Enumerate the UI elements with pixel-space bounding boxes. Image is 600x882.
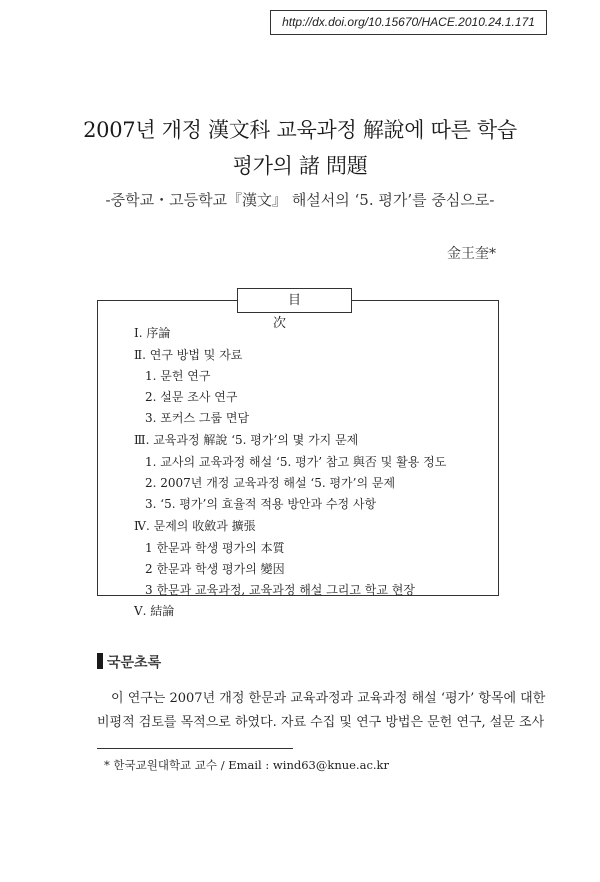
toc-header: 目 次 [237, 288, 352, 313]
doi-box: http://dx.doi.org/10.15670/HACE.2010.24.1.171 [270, 10, 547, 35]
abstract-text-line1: 이 연구는 2007년 개정 한문과 교육과정과 교육과정 해설 ‘평가’ 항목에 대한 [111, 691, 546, 706]
paper-subtitle: -중학교・고등학교『漢文』 해설서의 ‘5. 평가’를 중심으로- [105, 191, 495, 209]
footnote-divider [97, 748, 293, 749]
toc-item: Ⅱ. 연구 방법 및 자료 [134, 348, 243, 362]
toc-item: 1 한문과 학생 평가의 本質 [145, 541, 285, 555]
paper-title-line1: 2007년 개정 漢文科 교육과정 解說에 따른 학습 [83, 118, 517, 142]
toc-item: 3. 포커스 그룹 면담 [145, 411, 250, 425]
toc-item: 2. 2007년 개정 교육과정 해설 ‘5. 평가’의 문제 [145, 476, 396, 490]
heading-bar-marker [97, 653, 103, 669]
toc-item: 3 한문과 교육과정, 교육과정 해설 그리고 학교 현장 [145, 583, 415, 597]
toc-item: Ⅰ. 序論 [134, 326, 171, 340]
toc-item: 1. 교사의 교육과정 해설 ‘5. 평가’ 참고 與否 및 활용 정도 [145, 455, 447, 469]
abstract-heading [97, 652, 161, 672]
toc-item: Ⅲ. 교육과정 解說 ‘5. 평가’의 몇 가지 문제 [134, 433, 359, 447]
toc-item: 2 한문과 학생 평가의 變因 [145, 562, 285, 576]
toc-item: 2. 설문 조사 연구 [145, 390, 238, 404]
abstract-heading-label: 국문초록 [107, 654, 162, 670]
author-name: 金王奎* [447, 246, 496, 262]
toc-item: 3. ‘5. 평가’의 효율적 적용 방안과 수정 사항 [145, 497, 377, 511]
toc-item: 1. 문헌 연구 [145, 369, 211, 383]
toc-item: Ⅴ. 結論 [134, 604, 175, 618]
abstract-text-line2: 비평적 검토를 목적으로 하였다. 자료 수집 및 연구 방법은 문헌 연구, 설문 조사 [97, 715, 545, 730]
footnote: * 한국교원대학교 교수 / Email : wind63@knue.ac.kr [104, 758, 390, 772]
toc-item: Ⅳ. 문제의 收斂과 擴張 [134, 519, 256, 533]
paper-title-line2: 평가의 諸 問題 [232, 154, 368, 178]
